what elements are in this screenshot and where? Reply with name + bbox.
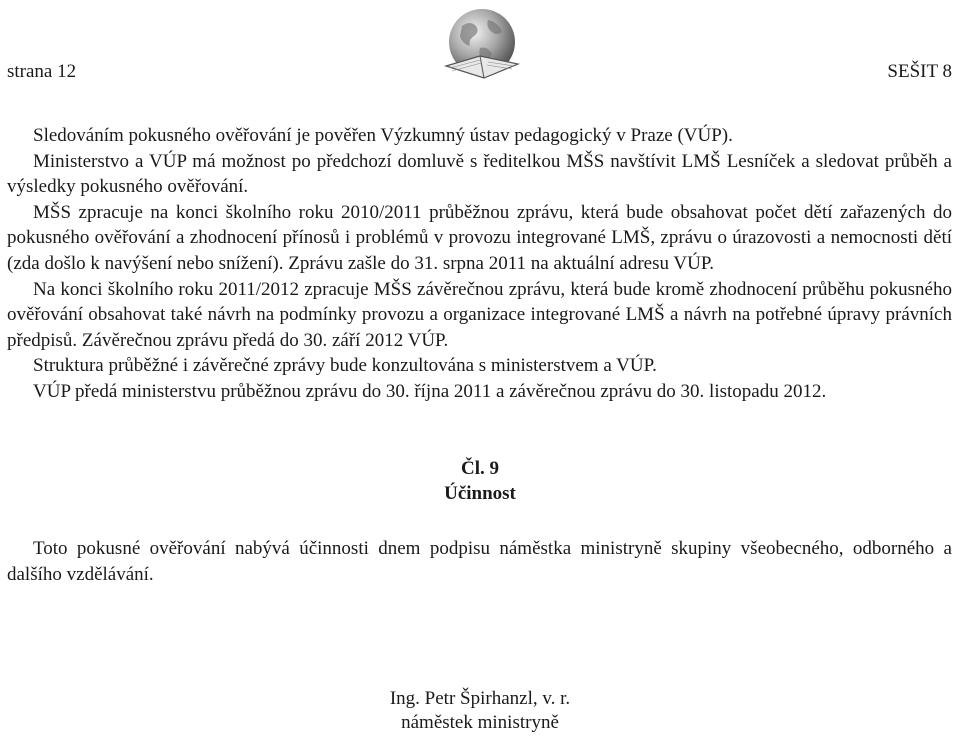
article-number: Čl. 9	[461, 458, 499, 479]
section-label: SEŠIT 8	[887, 61, 952, 82]
paragraph: VÚP předá ministerstvu průběžnou zprávu do 30. října 2011 a závěrečnou zprávu do 30. listopadu 2012.	[33, 380, 827, 402]
body-text	[7, 123, 952, 405]
page-number-label: strana 12	[7, 61, 77, 82]
article-heading	[0, 456, 960, 506]
paragraph: MŠS zpracuje na konci školního roku 2010/2011 průběžnou zprávu, která bude obsahovat počet dětí zařazených do pokusného ověřování a zhodnocení přínosů i problémů v provozu integrované LMŠ, zprávu o úrazovosti a nemocnosti dětí (zda došlo k navýšení nebo snížení). Zprávu zašle do 31. srpna 2011 na aktuální adresu VÚP.	[7, 201, 952, 274]
article-title: Účinnost	[444, 483, 516, 504]
signatory-role: náměstek ministryně	[401, 712, 559, 733]
article-body	[7, 536, 952, 587]
page-header	[7, 60, 952, 84]
paragraph: Toto pokusné ověřování nabývá účinnosti dnem podpisu náměstka ministryně skupiny všeobecného, odborného a dalšího vzdělávání.	[7, 538, 952, 585]
paragraph: Sledováním pokusného ověřování je pověřen Výzkumný ústav pedagogický v Praze (VÚP).	[33, 125, 733, 146]
paragraph: Na konci školního roku 2011/2012 zpracuje MŠS závěrečnou zprávu, která bude kromě zhodnocení průběhu pokusného ověřování obsahovat také návrh na podmínky provozu a organizace integrované LMŠ a návrh na potřebné úpravy právních předpisů. Závěrečnou zprávu předá do 30. září 2012 VÚP.	[7, 278, 952, 351]
paragraph: Ministerstvo a VÚP má možnost po předchozí domluvě s ředitelkou MŠS navštívit LMŠ Lesníček a sledovat průběh a výsledky pokusného ověřování.	[7, 150, 952, 198]
signature-block	[0, 687, 960, 735]
paragraph: Struktura průběžné i závěrečné zprávy bude konzultována s ministerstvem a VÚP.	[33, 355, 657, 377]
signatory-name: Ing. Petr Špirhanzl, v. r.	[389, 688, 571, 709]
